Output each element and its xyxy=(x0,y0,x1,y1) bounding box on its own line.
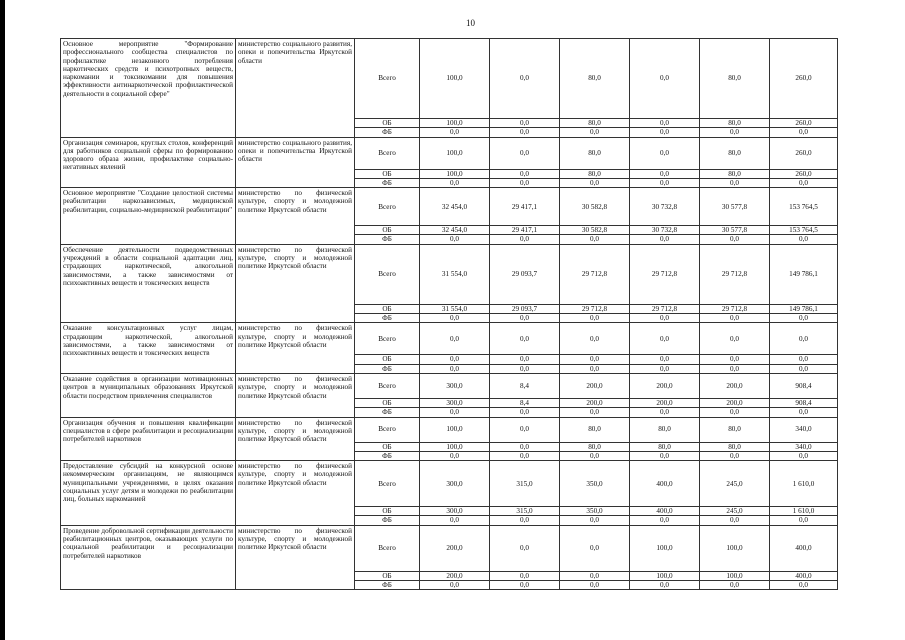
year-value: 29 712,8 xyxy=(560,244,630,304)
year-value: 0,0 xyxy=(560,128,630,137)
year-value: 0,0 xyxy=(490,178,560,187)
activity-description: Основное мероприятие "Формирование профессионального сообщества специалистов по профилактике незаконного потребления наркотических средств и психотропных веществ, наркомании и токсикомании для повышения эффективности антинаркотической профилактической деятельности в социальной сфере" xyxy=(61,39,236,138)
year-value: 80,0 xyxy=(560,417,630,442)
year-value: 0,0 xyxy=(490,417,560,442)
year-value: 29 712,8 xyxy=(630,304,700,313)
year-value: 0,0 xyxy=(700,178,770,187)
year-value: 0,0 xyxy=(420,355,490,364)
table-row xyxy=(61,373,838,398)
activity-description: Организация семинаров, круглых столов, конференций для работников социальной сферы по формированию здорового образа жизни, профилактике социально-негативных явлений xyxy=(61,137,236,188)
year-value: 400,0 xyxy=(630,461,700,507)
total-value: 400,0 xyxy=(770,525,838,571)
year-value: 29 712,8 xyxy=(700,304,770,313)
year-value: 0,0 xyxy=(490,119,560,128)
year-value: 300,0 xyxy=(420,373,490,398)
year-value: 0,0 xyxy=(560,451,630,460)
funding-source: ФБ xyxy=(355,128,420,137)
year-value: 0,0 xyxy=(700,408,770,417)
year-value: 0,0 xyxy=(560,178,630,187)
funding-source: ФБ xyxy=(355,581,420,590)
year-value: 0,0 xyxy=(630,39,700,119)
year-value: 0,0 xyxy=(630,119,700,128)
year-value: 30 732,8 xyxy=(630,188,700,226)
year-value: 0,0 xyxy=(420,581,490,590)
table-row xyxy=(61,323,838,355)
year-value: 0,0 xyxy=(700,323,770,355)
year-value: 200,0 xyxy=(560,398,630,407)
year-value: 32 454,0 xyxy=(420,188,490,226)
year-value: 30 577,8 xyxy=(700,226,770,235)
activity-description: Организация обучения и повышения квалификации специалистов в сфере реабилитации и ресоциализации потребителей наркотиков xyxy=(61,417,236,461)
funding-source: ОБ xyxy=(355,442,420,451)
year-value: 300,0 xyxy=(420,461,490,507)
year-value: 200,0 xyxy=(630,398,700,407)
total-value: 153 764,5 xyxy=(770,188,838,226)
funding-source: Всего xyxy=(355,417,420,442)
funding-source: ФБ xyxy=(355,178,420,187)
year-value: 0,0 xyxy=(700,355,770,364)
year-value: 80,0 xyxy=(560,169,630,178)
year-value: 0,0 xyxy=(700,581,770,590)
year-value: 80,0 xyxy=(630,417,700,442)
total-value: 0,0 xyxy=(770,516,838,525)
year-value: 100,0 xyxy=(420,119,490,128)
year-value: 200,0 xyxy=(700,373,770,398)
year-value: 80,0 xyxy=(700,137,770,169)
year-value: 100,0 xyxy=(420,137,490,169)
year-value: 0,0 xyxy=(560,323,630,355)
funding-source: ОБ xyxy=(355,169,420,178)
year-value: 0,0 xyxy=(560,581,630,590)
funding-source: ОБ xyxy=(355,571,420,580)
year-value: 400,0 xyxy=(630,507,700,516)
year-value: 29 417,1 xyxy=(490,226,560,235)
year-value: 350,0 xyxy=(560,461,630,507)
activity-description: Оказание содействия в организации мотивационных центров в муниципальных образованиях Иркутской области посредством привлечения специалистов xyxy=(61,373,236,417)
executor-cell: министерство по физической культуре, спорту и молодежной политике Иркутской области xyxy=(236,323,355,374)
executor-cell: министерство по физической культуре, спорту и молодежной политике Иркутской области xyxy=(236,461,355,526)
activity-description: Оказание консультационных услуг лицам, страдающим наркотической, алкогольной зависимостями, а также зависимостями от психоактивных веществ и токсических веществ xyxy=(61,323,236,374)
year-value: 31 554,0 xyxy=(420,244,490,304)
total-value: 0,0 xyxy=(770,581,838,590)
funding-source: Всего xyxy=(355,244,420,304)
year-value: 30 577,8 xyxy=(700,188,770,226)
total-value: 908,4 xyxy=(770,373,838,398)
total-value: 0,0 xyxy=(770,314,838,323)
year-value: 30 582,8 xyxy=(560,188,630,226)
year-value: 0,0 xyxy=(700,314,770,323)
funding-source: Всего xyxy=(355,39,420,119)
activity-description: Проведение добровольной сертификации деятельности реабилитационных центров, оказывающих услуги по социальной реабилитации и ресоциализации потребителей наркотиков xyxy=(61,525,236,590)
year-value: 0,0 xyxy=(630,451,700,460)
total-value: 0,0 xyxy=(770,355,838,364)
year-value: 0,0 xyxy=(560,355,630,364)
year-value: 0,0 xyxy=(630,137,700,169)
year-value: 0,0 xyxy=(630,128,700,137)
year-value: 0,0 xyxy=(420,451,490,460)
funding-source: ФБ xyxy=(355,408,420,417)
year-value: 0,0 xyxy=(700,364,770,373)
total-value: 0,0 xyxy=(770,178,838,187)
year-value: 0,0 xyxy=(490,442,560,451)
total-value: 260,0 xyxy=(770,119,838,128)
funding-source: Всего xyxy=(355,137,420,169)
year-value: 0,0 xyxy=(420,364,490,373)
year-value: 0,0 xyxy=(490,235,560,244)
year-value: 0,0 xyxy=(490,525,560,571)
year-value: 30 732,8 xyxy=(630,226,700,235)
funding-source: ФБ xyxy=(355,314,420,323)
year-value: 32 454,0 xyxy=(420,226,490,235)
year-value: 200,0 xyxy=(420,571,490,580)
year-value: 0,0 xyxy=(630,581,700,590)
table-row xyxy=(61,39,838,119)
year-value: 300,0 xyxy=(420,398,490,407)
year-value: 0,0 xyxy=(420,128,490,137)
funding-source: Всего xyxy=(355,461,420,507)
year-value: 315,0 xyxy=(490,461,560,507)
year-value: 80,0 xyxy=(560,137,630,169)
year-value: 80,0 xyxy=(700,119,770,128)
table-row xyxy=(61,461,838,507)
year-value: 29 712,8 xyxy=(560,304,630,313)
funding-source: ОБ xyxy=(355,226,420,235)
funding-source: ОБ xyxy=(355,304,420,313)
funding-source: ОБ xyxy=(355,119,420,128)
table-row xyxy=(61,244,838,304)
year-value: 8,4 xyxy=(490,373,560,398)
funding-source: Всего xyxy=(355,188,420,226)
year-value: 350,0 xyxy=(560,507,630,516)
year-value: 0,0 xyxy=(420,516,490,525)
total-value: 400,0 xyxy=(770,571,838,580)
funding-source: ОБ xyxy=(355,507,420,516)
funding-source: Всего xyxy=(355,323,420,355)
total-value: 0,0 xyxy=(770,364,838,373)
year-value: 0,0 xyxy=(560,314,630,323)
year-value: 0,0 xyxy=(630,178,700,187)
total-value: 0,0 xyxy=(770,451,838,460)
year-value: 80,0 xyxy=(700,442,770,451)
activity-description: Предоставление субсидий на конкурсной основе некоммерческим организациям, не являющимся муниципальными учреждениями, в целях оказания социальных услуг детям и молодежи по реабилитации лиц, больных наркоманией xyxy=(61,461,236,526)
year-value: 0,0 xyxy=(490,451,560,460)
year-value: 0,0 xyxy=(560,516,630,525)
year-value: 0,0 xyxy=(420,235,490,244)
year-value: 0,0 xyxy=(630,235,700,244)
year-value: 0,0 xyxy=(560,408,630,417)
year-value: 80,0 xyxy=(700,39,770,119)
total-value: 1 610,0 xyxy=(770,461,838,507)
table-row xyxy=(61,525,838,571)
year-value: 0,0 xyxy=(630,516,700,525)
executor-cell: министерство по физической культуре, спорту и молодежной политике Иркутской области xyxy=(236,188,355,245)
total-value: 0,0 xyxy=(770,128,838,137)
year-value: 0,0 xyxy=(490,314,560,323)
year-value: 0,0 xyxy=(560,235,630,244)
table-row xyxy=(61,137,838,169)
program-table xyxy=(60,38,838,590)
year-value: 0,0 xyxy=(420,314,490,323)
year-value: 80,0 xyxy=(560,39,630,119)
year-value: 0,0 xyxy=(490,323,560,355)
year-value: 0,0 xyxy=(630,364,700,373)
funding-source: Всего xyxy=(355,525,420,571)
table-row xyxy=(61,417,838,442)
year-value: 100,0 xyxy=(420,442,490,451)
year-value: 0,0 xyxy=(560,364,630,373)
year-value: 0,0 xyxy=(490,408,560,417)
total-value: 0,0 xyxy=(770,408,838,417)
year-value: 0,0 xyxy=(420,323,490,355)
year-value: 0,0 xyxy=(490,137,560,169)
year-value: 0,0 xyxy=(490,169,560,178)
funding-source: ОБ xyxy=(355,355,420,364)
year-value: 0,0 xyxy=(700,516,770,525)
year-value: 200,0 xyxy=(700,398,770,407)
year-value: 80,0 xyxy=(700,169,770,178)
funding-source: Всего xyxy=(355,373,420,398)
executor-cell: министерство по физической культуре, спорту и молодежной политике Иркутской области xyxy=(236,417,355,461)
year-value: 0,0 xyxy=(490,516,560,525)
total-value: 260,0 xyxy=(770,137,838,169)
year-value: 80,0 xyxy=(630,442,700,451)
year-value: 200,0 xyxy=(630,373,700,398)
total-value: 149 786,1 xyxy=(770,244,838,304)
table-row xyxy=(61,188,838,226)
year-value: 200,0 xyxy=(560,373,630,398)
year-value: 0,0 xyxy=(490,39,560,119)
total-value: 1 610,0 xyxy=(770,507,838,516)
executor-cell: министерство по физической культуре, спорту и молодежной политике Иркутской области xyxy=(236,525,355,590)
year-value: 100,0 xyxy=(420,417,490,442)
year-value: 8,4 xyxy=(490,398,560,407)
year-value: 0,0 xyxy=(560,525,630,571)
year-value: 245,0 xyxy=(700,507,770,516)
year-value: 0,0 xyxy=(630,408,700,417)
program-table-body xyxy=(61,39,838,590)
funding-source: ФБ xyxy=(355,451,420,460)
year-value: 29 417,1 xyxy=(490,188,560,226)
year-value: 100,0 xyxy=(700,525,770,571)
executor-cell: министерство социального развития, опеки и попечительства Иркутской области xyxy=(236,137,355,188)
year-value: 315,0 xyxy=(490,507,560,516)
year-value: 80,0 xyxy=(560,119,630,128)
total-value: 908,4 xyxy=(770,398,838,407)
year-value: 100,0 xyxy=(420,169,490,178)
funding-source: ОБ xyxy=(355,398,420,407)
year-value: 0,0 xyxy=(700,128,770,137)
year-value: 0,0 xyxy=(490,581,560,590)
year-value: 300,0 xyxy=(420,507,490,516)
total-value: 153 764,5 xyxy=(770,226,838,235)
year-value: 100,0 xyxy=(420,39,490,119)
year-value: 0,0 xyxy=(420,178,490,187)
year-value: 0,0 xyxy=(700,451,770,460)
year-value: 245,0 xyxy=(700,461,770,507)
total-value: 0,0 xyxy=(770,235,838,244)
executor-cell: министерство по физической культуре, спорту и молодежной политике Иркутской области xyxy=(236,244,355,323)
year-value: 31 554,0 xyxy=(420,304,490,313)
total-value: 340,0 xyxy=(770,417,838,442)
year-value: 0,0 xyxy=(490,128,560,137)
year-value: 0,0 xyxy=(630,355,700,364)
year-value: 0,0 xyxy=(490,364,560,373)
total-value: 0,0 xyxy=(770,323,838,355)
total-value: 149 786,1 xyxy=(770,304,838,313)
total-value: 260,0 xyxy=(770,39,838,119)
executor-cell: министерство по физической культуре, спорту и молодежной политике Иркутской области xyxy=(236,373,355,417)
funding-source: ФБ xyxy=(355,364,420,373)
year-value: 30 582,8 xyxy=(560,226,630,235)
year-value: 0,0 xyxy=(490,355,560,364)
year-value: 80,0 xyxy=(700,417,770,442)
page-number: 10 xyxy=(466,18,475,28)
year-value: 100,0 xyxy=(630,571,700,580)
year-value: 100,0 xyxy=(700,571,770,580)
binder-edge xyxy=(0,0,5,640)
year-value: 0,0 xyxy=(630,323,700,355)
year-value: 100,0 xyxy=(630,525,700,571)
year-value: 0,0 xyxy=(490,571,560,580)
year-value: 29 093,7 xyxy=(490,304,560,313)
year-value: 80,0 xyxy=(560,442,630,451)
year-value: 0,0 xyxy=(630,169,700,178)
year-value: 200,0 xyxy=(420,525,490,571)
funding-source: ФБ xyxy=(355,516,420,525)
total-value: 340,0 xyxy=(770,442,838,451)
year-value: 29 712,8 xyxy=(700,244,770,304)
year-value: 0,0 xyxy=(420,408,490,417)
year-value: 29 712,8 xyxy=(630,244,700,304)
year-value: 0,0 xyxy=(560,571,630,580)
activity-description: Основное мероприятие "Создание целостной системы реабилитации наркозависимых, медицинской реабилитации, социально-медицинской реабилитации" xyxy=(61,188,236,245)
total-value: 260,0 xyxy=(770,169,838,178)
year-value: 0,0 xyxy=(700,235,770,244)
year-value: 0,0 xyxy=(630,314,700,323)
executor-cell: министерство социального развития, опеки и попечительства Иркутской области xyxy=(236,39,355,138)
funding-source: ФБ xyxy=(355,235,420,244)
year-value: 29 093,7 xyxy=(490,244,560,304)
activity-description: Обеспечение деятельности подведомственных учреждений в области социальной адаптации лиц, страдающих наркотической, алкогольной зависимостями, а также зависимостями от психоактивных веществ и токсических веществ xyxy=(61,244,236,323)
